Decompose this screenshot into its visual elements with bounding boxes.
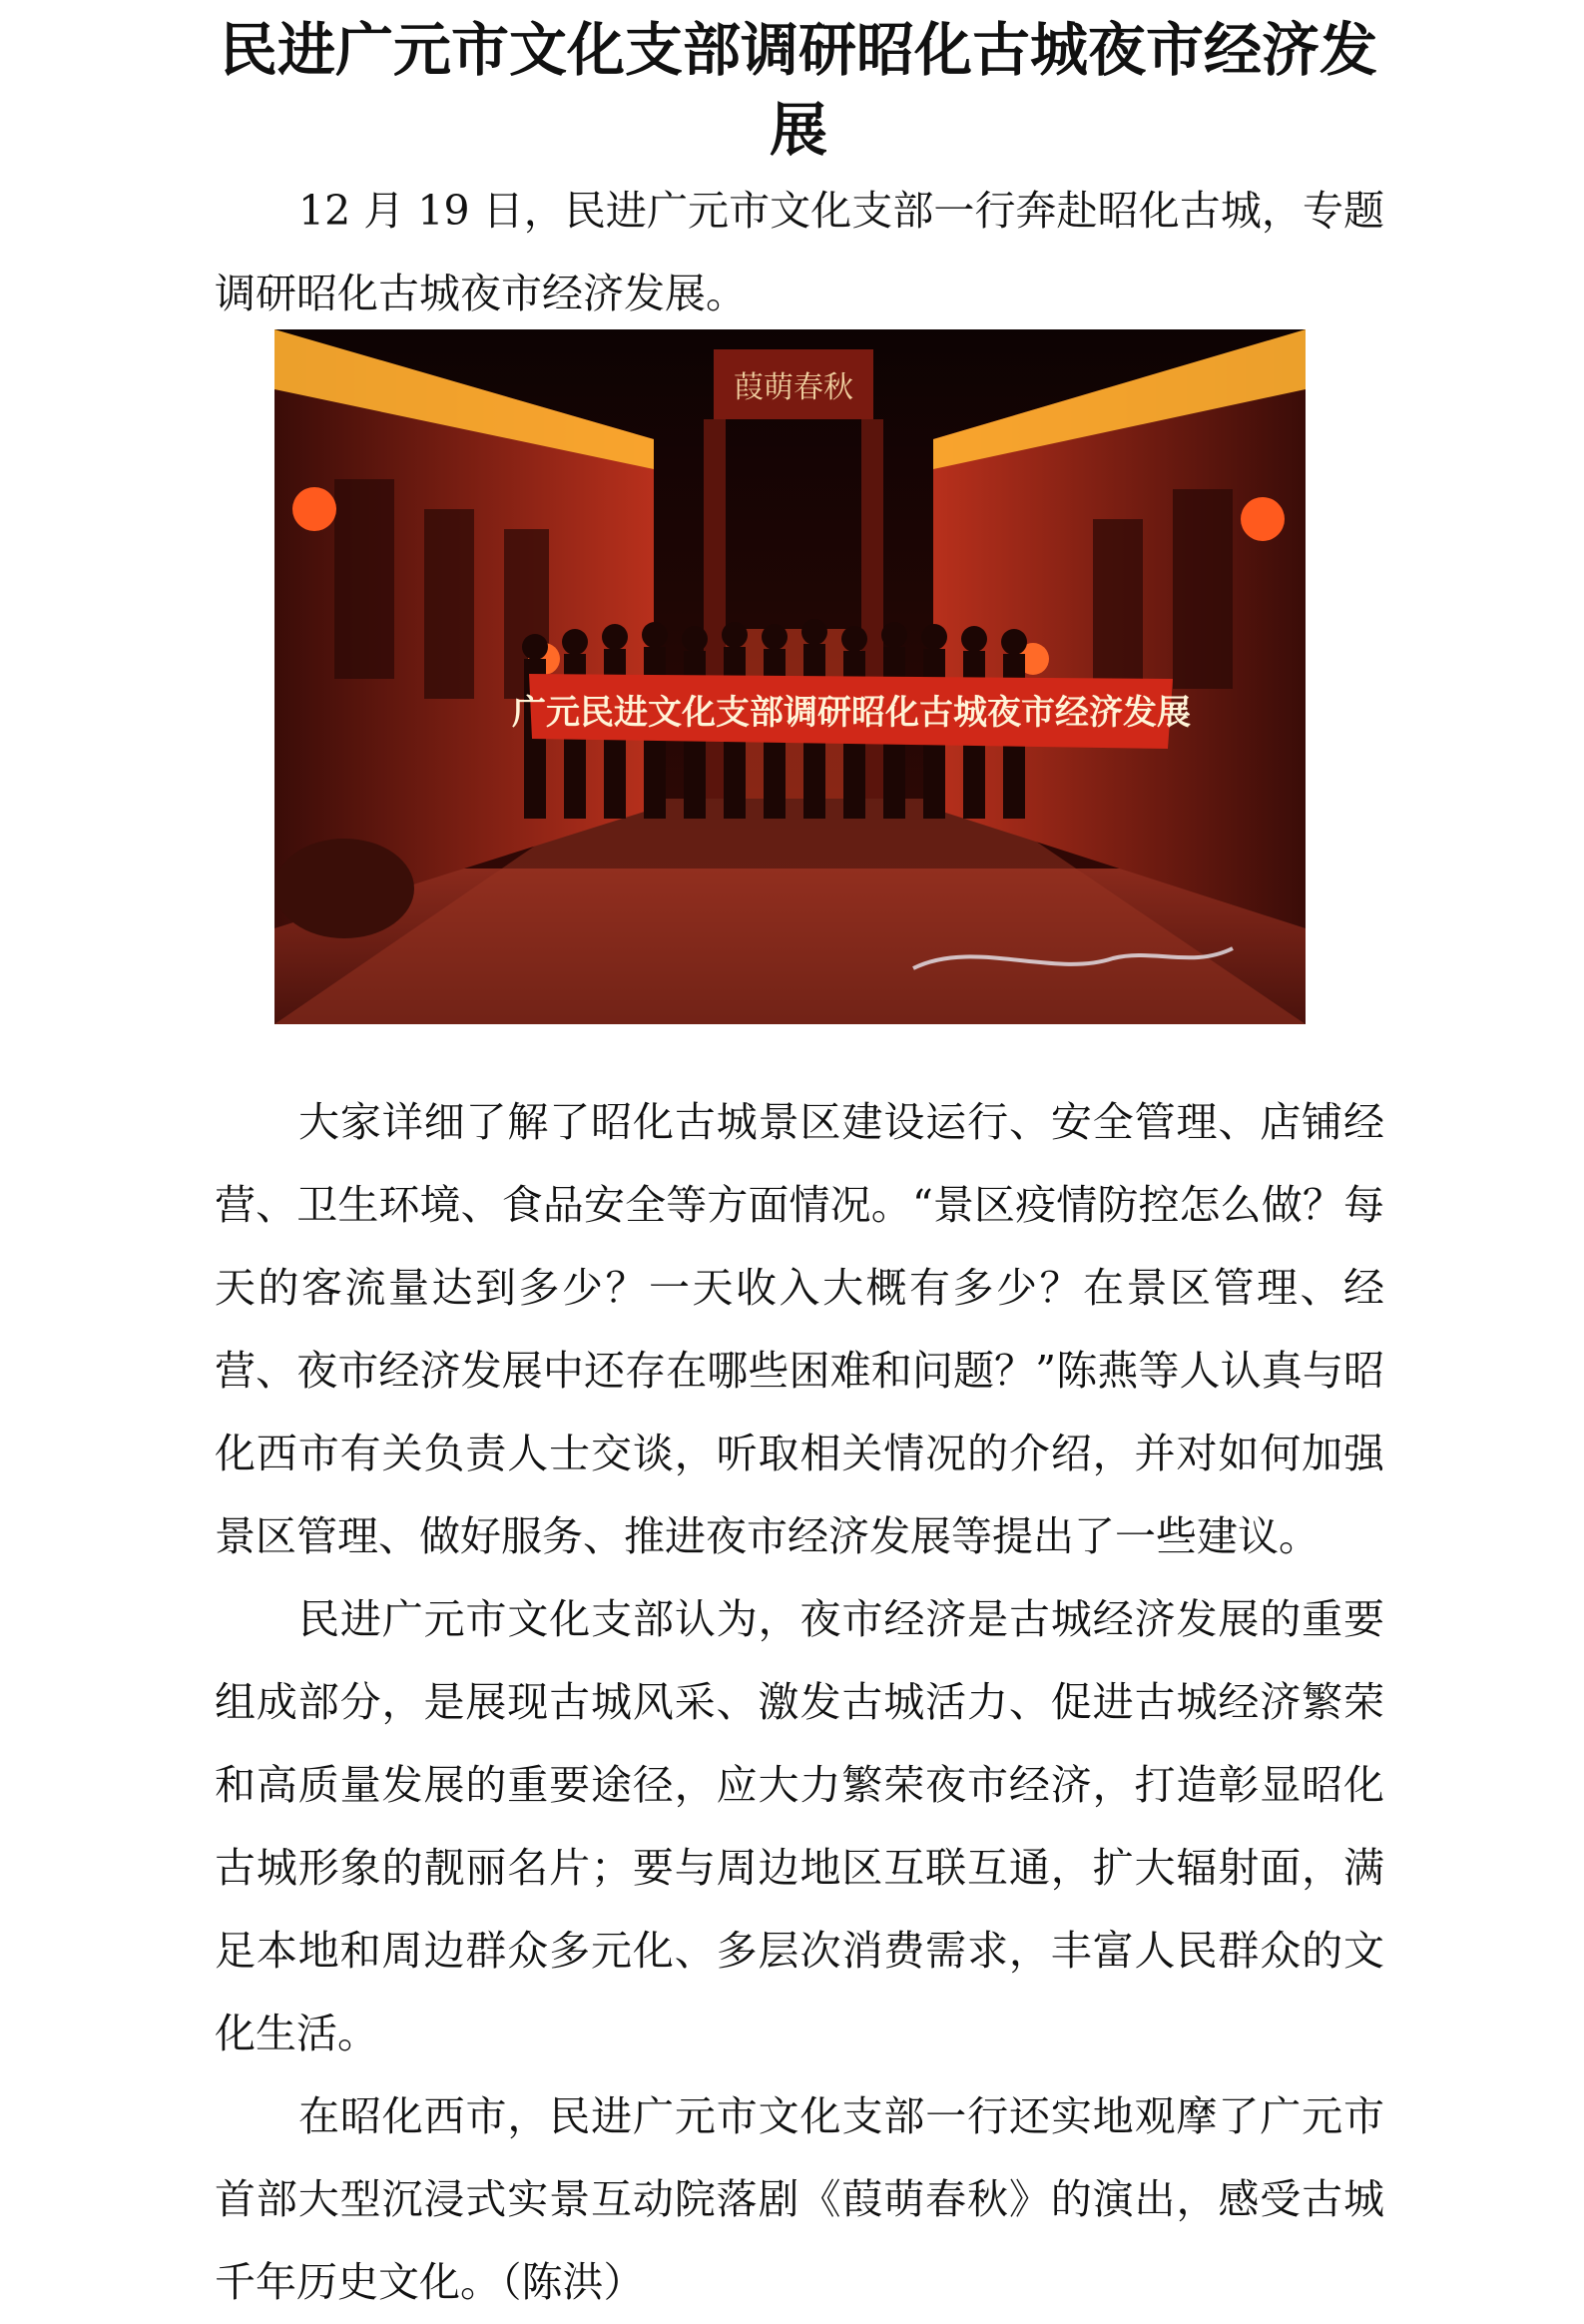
night-street-photo: [274, 329, 1306, 1024]
lantern-icon: [292, 487, 336, 531]
lantern-icon: [1241, 497, 1285, 541]
paragraph-opinion: 民进广元市文化支部认为，夜市经济是古城经济发展的重要组成部分，是展现古城风采、激发古城活力、促进古城经济繁荣和高质量发展的重要途径，应大力繁荣夜市经济，打造彰显昭化古城形象的靓丽名片；要与周边地区互联互通，扩大辐射面，满足本地和周边群众多元化、多层次消费需求，丰富人民群众的文化生活。: [215, 1595, 1384, 2057]
group-photo: [274, 329, 1306, 1024]
paragraph-performance: 在昭化西市，民进广元市文化支部一行还实地观摩了广元市首部大型沉浸式实景互动院落剧《葭萌春秋》的演出，感受古城千年历史文化。（陈洪）: [215, 2092, 1384, 2306]
article-intro: [215, 170, 1384, 335]
paragraph-intro: 12 月 19 日，民进广元市文化支部一行奔赴昭化古城，专题调研昭化古城夜市经济发展。: [215, 187, 1384, 317]
banner-text: 广元民进文化支部调研昭化古城夜市经济发展: [512, 693, 1191, 733]
gate-pillar-left: [704, 419, 726, 799]
paragraph-discussion: 大家详细了解了昭化古城景区建设运行、安全管理、店铺经营、卫生环境、食品安全等方面情况。“景区疫情防控怎么做？每天的客流量达到多少？一天收入大概有多少？在景区管理、经营、夜市经济发展中还存在哪些困难和问题？”陈燕等人认真与昭化西市有关负责人士交谈，听取相关情况的介绍，并对如何加强景区管理、做好服务、推进夜市经济发展等提出了一些建议。: [215, 1098, 1384, 1560]
article-title: 民进广元市文化支部调研昭化古城夜市经济发展: [219, 16, 1377, 164]
gate-sign-text: 葭萌春秋: [734, 370, 853, 405]
article-body: [215, 1081, 1384, 2324]
